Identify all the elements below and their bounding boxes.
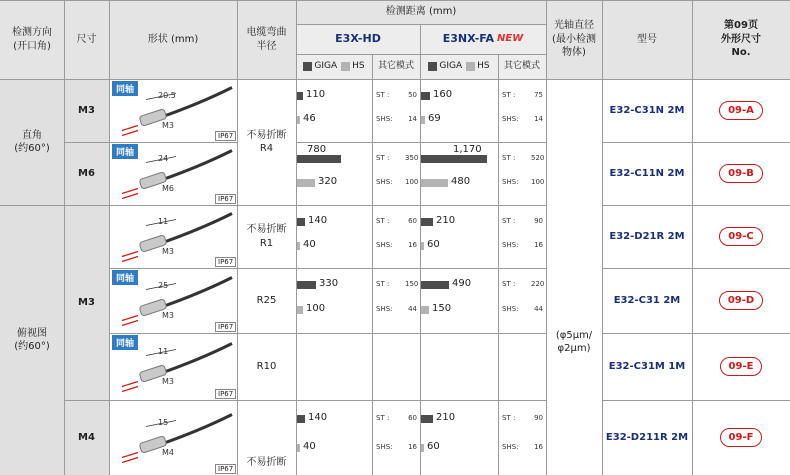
shs-value: 44 — [408, 305, 417, 313]
shs-value: 16 — [408, 241, 417, 249]
bar-hs — [421, 242, 424, 250]
st-value: 520 — [531, 154, 545, 162]
axis-value: (φ5μm/ φ2μm) — [555, 329, 593, 354]
bar-hs — [421, 179, 448, 187]
hs-value: 320 — [318, 176, 338, 187]
rule — [546, 0, 547, 475]
shs-label: SHS: — [502, 178, 519, 186]
hs-value: 100 — [306, 303, 326, 314]
page-badge[interactable]: 09-D — [719, 291, 763, 311]
beam-arrow — [122, 387, 138, 392]
page-badge[interactable]: 09-E — [720, 357, 763, 377]
shs-value: 14 — [408, 115, 417, 123]
shs-label: SHS: — [376, 443, 393, 451]
model-number: E32-C31 2M — [613, 294, 681, 306]
thread-label: M3 — [162, 376, 174, 386]
bar-giga — [297, 218, 305, 226]
bar-giga — [297, 415, 305, 423]
header-page: 第09页 外形尺寸 No. — [692, 0, 790, 79]
rule — [296, 0, 297, 475]
coaxial-tag: 同轴 — [112, 270, 138, 285]
thread-label: M3 — [162, 310, 174, 320]
page-cell — [692, 400, 790, 475]
shs-value: 100 — [531, 178, 545, 186]
page-cell — [692, 142, 790, 205]
legend-other-e3nx: 其它模式 — [498, 54, 546, 79]
dimension-value: 24 — [158, 153, 169, 163]
model-number: E32-D21R 2M — [609, 230, 685, 242]
page-cell — [692, 268, 790, 333]
bend-cell: 不易折断 — [246, 456, 287, 468]
bar-hs — [421, 444, 424, 452]
giga-swatch — [428, 62, 437, 71]
page-badge[interactable]: 09-B — [719, 164, 763, 184]
header-size: 尺寸 — [64, 0, 109, 79]
giga-value: 210 — [436, 215, 456, 226]
hs-swatch — [466, 62, 475, 71]
bar-hs — [297, 179, 315, 187]
header-axis: 光轴直径 (最小检测 物体) — [546, 0, 602, 79]
cable — [160, 278, 232, 308]
st-value: 350 — [405, 154, 419, 162]
size-cell: M4 — [64, 400, 109, 475]
dimension-value: 15 — [158, 417, 169, 427]
rule — [296, 142, 546, 143]
rule — [498, 54, 499, 475]
giga-value: 490 — [452, 278, 472, 289]
hs-value: 40 — [303, 239, 316, 250]
giga-value: 330 — [319, 278, 339, 289]
ip-rating: IP67 — [215, 322, 236, 332]
hs-value: 480 — [451, 176, 471, 187]
legend-other-e3x: 其它模式 — [372, 54, 420, 79]
st-label: ST : — [502, 280, 516, 288]
hs-value: 40 — [303, 441, 316, 452]
group-label-top-view: 俯视图 (约60°) — [0, 205, 64, 475]
shs-label: SHS: — [376, 115, 393, 123]
model-number: E32-C31M 1M — [608, 360, 686, 372]
giga-value: 110 — [306, 89, 326, 100]
ip-rating: IP67 — [215, 131, 236, 141]
bend-cell: R25 — [256, 294, 277, 306]
model-number: E32-D211R 2M — [605, 431, 689, 443]
series-e3nx — [420, 24, 546, 54]
bar-hs — [297, 116, 300, 124]
bar-giga — [421, 218, 433, 226]
st-value: 60 — [408, 217, 417, 225]
hs-value: 69 — [428, 113, 441, 124]
ip-rating: IP67 — [215, 464, 236, 474]
st-label: ST : — [376, 280, 390, 288]
series-e3x — [296, 24, 420, 54]
legend-e3x — [296, 54, 372, 79]
shs-value: 16 — [534, 241, 543, 249]
st-value: 60 — [408, 414, 417, 422]
giga-value: 140 — [308, 215, 328, 226]
giga-value: 1,170 — [453, 144, 482, 155]
st-value: 150 — [405, 280, 419, 288]
st-value: 90 — [534, 217, 543, 225]
group-label-right-angle: 直角 (约60°) — [0, 79, 64, 205]
ip-rating: IP67 — [215, 257, 236, 267]
bar-hs — [297, 444, 300, 452]
rule — [0, 205, 546, 206]
st-value: 50 — [408, 91, 417, 99]
bend-cell: 不易折断 R1 — [246, 224, 287, 249]
bar-hs — [421, 306, 429, 314]
legend-hs: HS — [352, 61, 365, 72]
st-value: 75 — [534, 91, 543, 99]
bar-giga — [421, 415, 433, 423]
shs-value: 16 — [534, 443, 543, 451]
legend-e3nx — [420, 54, 498, 79]
beam-arrow — [122, 194, 138, 199]
shs-label: SHS: — [376, 178, 393, 186]
dimension-value: 20.5 — [158, 90, 176, 100]
hs-value: 150 — [432, 303, 452, 314]
header-bend: 电缆弯曲 半径 — [237, 0, 296, 79]
dimension-value: 25 — [158, 280, 169, 290]
thread-label: M6 — [162, 183, 174, 193]
rule — [296, 24, 546, 25]
beam-arrow — [122, 189, 138, 194]
rule — [237, 0, 238, 475]
dimension-value: 11 — [158, 346, 169, 356]
st-label: ST : — [376, 91, 390, 99]
coaxial-tag: 同轴 — [112, 144, 138, 159]
coaxial-tag: 同轴 — [112, 335, 138, 350]
st-label: ST : — [376, 217, 390, 225]
bar-giga — [421, 155, 487, 163]
giga-value: 210 — [436, 412, 456, 423]
thread-label: M3 — [162, 246, 174, 256]
beam-arrow — [122, 382, 138, 387]
beam-arrow — [122, 453, 138, 458]
cable — [160, 344, 232, 374]
cable — [160, 415, 232, 445]
thread-label: M4 — [162, 447, 174, 457]
cable — [160, 151, 232, 181]
shs-value: 14 — [534, 115, 543, 123]
size-cell: M3 — [64, 205, 109, 400]
bar-hs — [297, 306, 303, 314]
st-label: ST : — [502, 414, 516, 422]
shs-label: SHS: — [376, 305, 393, 313]
shs-label: SHS: — [502, 305, 519, 313]
page-badge[interactable]: 09-F — [720, 428, 763, 448]
dimension-value: 11 — [158, 216, 169, 226]
legend-giga: GIGA — [439, 61, 463, 72]
beam-arrow — [122, 257, 138, 262]
hs-swatch — [341, 62, 350, 71]
rule — [296, 54, 546, 55]
st-label: ST : — [502, 154, 516, 162]
giga-swatch — [303, 62, 312, 71]
header-distance: 检测距离 (mm) — [296, 0, 546, 24]
page-badge[interactable]: 09-A — [719, 101, 763, 121]
giga-value: 160 — [433, 89, 453, 100]
bar-hs — [421, 116, 425, 124]
size-cell: M6 — [64, 142, 109, 205]
page-cell — [692, 79, 790, 142]
giga-value: 140 — [308, 412, 328, 423]
bar-giga — [421, 281, 449, 289]
header-model: 型号 — [602, 0, 692, 79]
beam-arrow — [122, 321, 138, 326]
size-cell: M3 — [64, 79, 109, 142]
series-e3nx-label: E3NX-FA — [442, 31, 495, 45]
hs-value: 46 — [303, 113, 316, 124]
legend-giga: GIGA — [314, 61, 338, 72]
st-label: ST : — [502, 91, 516, 99]
cable — [160, 214, 232, 244]
model-number: E32-C31N 2M — [609, 104, 685, 116]
hs-value: 60 — [427, 441, 440, 452]
coaxial-tag: 同轴 — [112, 81, 138, 96]
rule — [0, 0, 790, 1]
shs-label: SHS: — [502, 241, 519, 249]
header-shape: 形状 (mm) — [109, 0, 237, 79]
beam-arrow — [122, 458, 138, 463]
beam-arrow — [122, 252, 138, 257]
thread-label: M3 — [162, 120, 174, 130]
bend-cell: 不易折断 R4 — [246, 129, 287, 154]
rule — [372, 54, 373, 475]
bar-giga — [297, 281, 316, 289]
rule — [64, 0, 65, 475]
beam-arrow — [122, 131, 138, 136]
st-label: ST : — [376, 414, 390, 422]
ip-rating: IP67 — [215, 389, 236, 399]
legend-hs: HS — [477, 61, 490, 72]
beam-arrow — [122, 316, 138, 321]
ip-rating: IP67 — [215, 194, 236, 204]
st-label: ST : — [502, 217, 516, 225]
bend-cell: R10 — [256, 360, 277, 372]
new-tag: NEW — [497, 33, 524, 45]
shs-label: SHS: — [502, 115, 519, 123]
shs-value: 100 — [405, 178, 419, 186]
bar-giga — [297, 92, 303, 100]
bar-giga — [297, 155, 341, 163]
st-label: ST : — [376, 154, 390, 162]
st-value: 220 — [531, 280, 545, 288]
st-value: 90 — [534, 414, 543, 422]
shs-label: SHS: — [502, 443, 519, 451]
beam-arrow — [122, 126, 138, 131]
shs-value: 44 — [534, 305, 543, 313]
hs-value: 60 — [427, 239, 440, 250]
page-cell — [692, 333, 790, 400]
model-number: E32-C11N 2M — [609, 167, 685, 179]
header-direction: 检测方向 (开口角) — [0, 0, 64, 79]
page-badge[interactable]: 09-C — [719, 227, 762, 247]
giga-value: 780 — [307, 144, 327, 155]
series-e3x-label: E3X-HD — [335, 31, 381, 45]
page-cell — [692, 205, 790, 268]
shs-label: SHS: — [376, 241, 393, 249]
shs-value: 16 — [408, 443, 417, 451]
bar-hs — [297, 242, 300, 250]
bar-giga — [421, 92, 430, 100]
